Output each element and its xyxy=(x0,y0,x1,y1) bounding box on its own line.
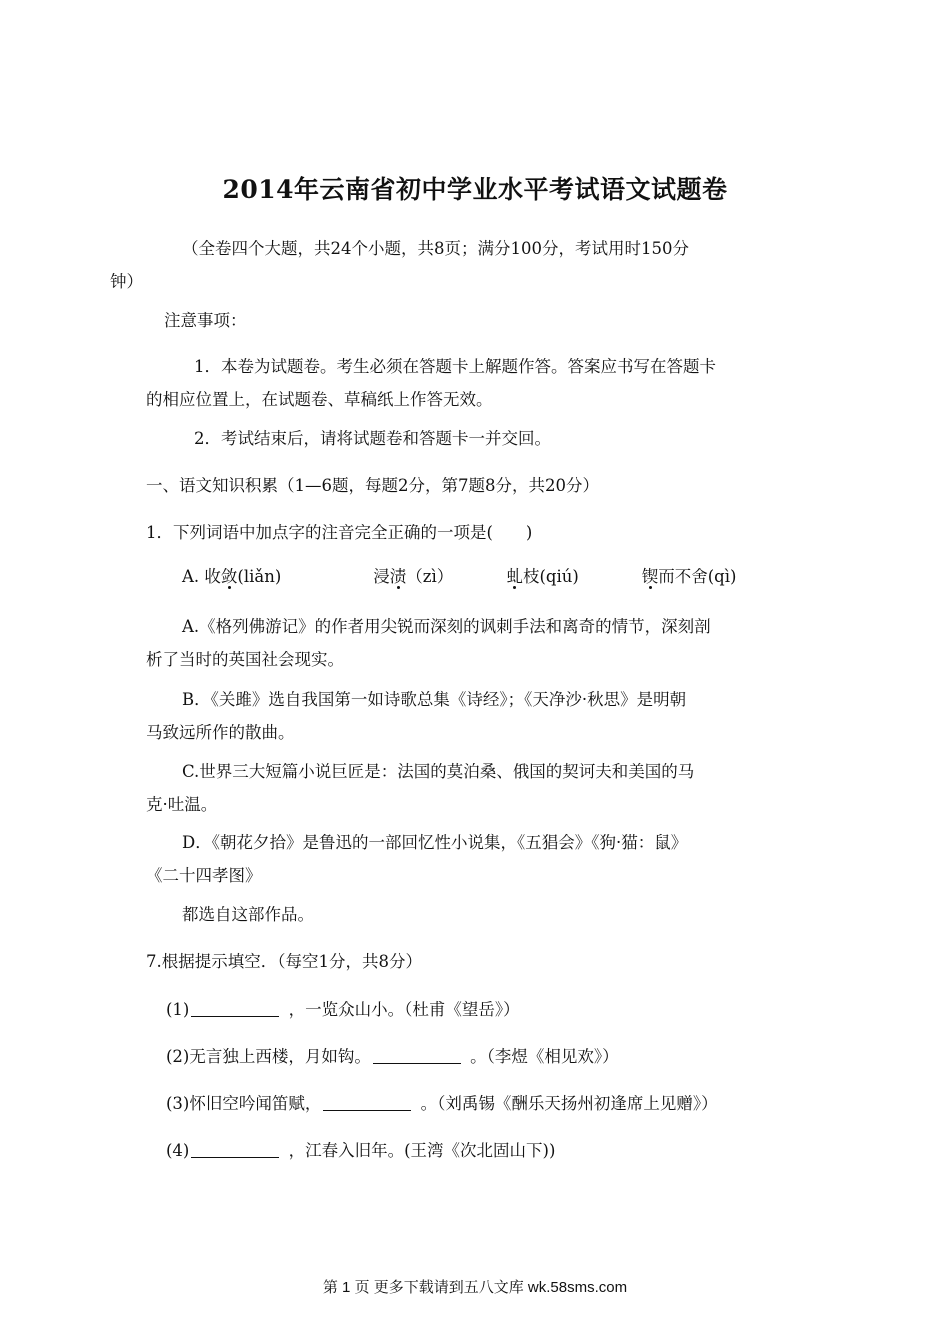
notice-1-line1: 1．本卷为试题卷。考生必须在答题卡上解题作答。答案应书写在答题卡 xyxy=(194,357,716,376)
word-3: 虬枝(qiú) xyxy=(506,567,579,586)
notice-item-1 xyxy=(146,350,806,416)
question-1-option-a xyxy=(182,560,736,593)
fill-item-2: (2)无言独上西楼，月如钩。 。（李煜《相见欢》） xyxy=(166,1047,619,1066)
section-heading-1: 一、语文知识积累（1—6题，每题2分，第7题8分，共20分） xyxy=(146,476,599,495)
answer-blank[interactable] xyxy=(191,1139,279,1158)
word-1: A. 收敛(liǎn) xyxy=(182,567,282,586)
option-b: B．《关雎》选自我国第一如诗歌总集《诗经》；《天净沙·秋思》是明朝 马致远所作的散曲。 xyxy=(146,690,687,742)
option-a: A.《格列佛游记》的作者用尖锐而深刻的讽刺手法和离奇的情节，深刻剖 析了当时的英国社会现实。 xyxy=(146,617,711,669)
word-4: 锲而不舍(qì) xyxy=(641,567,737,586)
notice-1-line2: 的相应位置上，在试题卷、草稿纸上作答无效。 xyxy=(146,390,493,409)
question-7-stem: 7.根据提示填空．（每空1分，共8分） xyxy=(146,952,422,971)
word-2: 浸渍（zì） xyxy=(373,567,454,586)
exam-info-line2: 钟） xyxy=(110,272,143,291)
answer-blank[interactable] xyxy=(373,1045,461,1064)
fill-item-1: (1) ，一览众山小。（杜甫《望岳》） xyxy=(166,1000,520,1019)
exam-info-line1: （全卷四个大题，共24个小题，共8页；满分100分，考试用时150分 xyxy=(182,239,689,258)
notice-item-2: 2．考试结束后，请将试题卷和答题卡一并交回。 xyxy=(194,429,551,448)
option-d-continued: 都选自这部作品。 xyxy=(182,905,314,924)
question-1-stem: 1．下列词语中加点字的注音完全正确的一项是( ) xyxy=(146,523,533,542)
fill-item-3: (3)怀旧空吟闻笛赋， 。（刘禹锡《酬乐天扬州初逢席上见赠》） xyxy=(166,1094,718,1113)
notice-heading: 注意事项： xyxy=(164,311,247,330)
option-d: D．《朝花夕拾》是鲁迅的一部回忆性小说集，《五猖会》《狗·猫：鼠》 《二十四孝图》 xyxy=(146,833,688,885)
option-c: C.世界三大短篇小说巨匠是：法国的莫泊桑、俄国的契诃夫和美国的马 克·吐温。 xyxy=(146,762,695,814)
exam-info xyxy=(110,232,806,298)
page-title: 2014年云南省初中学业水平考试语文试题卷 xyxy=(222,175,728,204)
answer-blank[interactable] xyxy=(191,998,279,1017)
answer-blank[interactable] xyxy=(323,1092,411,1111)
fill-item-4: (4) ，江春入旧年。(王湾《次北固山下)) xyxy=(166,1141,556,1160)
page-footer: 第 1 页 更多下载请到五八文库 wk.58sms.com xyxy=(322,1279,628,1296)
